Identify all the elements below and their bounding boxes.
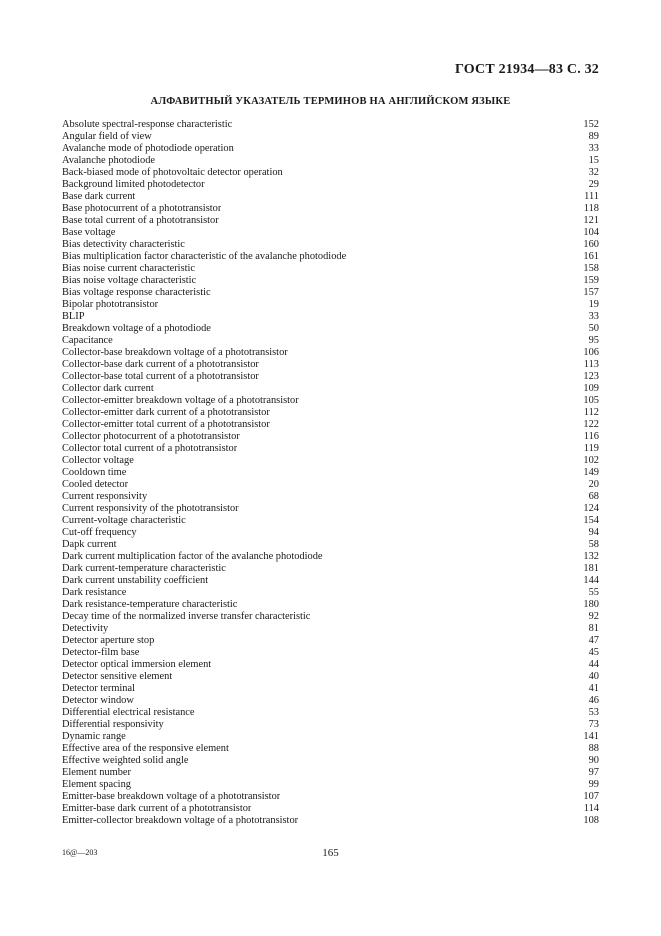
- index-term: Collector total current of a phototransistor: [62, 443, 238, 454]
- index-page-ref: 53: [588, 707, 599, 718]
- index-entry: [62, 431, 599, 443]
- index-term: Cooled detector: [62, 479, 129, 490]
- index-page-ref: 121: [583, 215, 599, 226]
- index-entry: [62, 623, 599, 635]
- index-entry: [62, 251, 599, 263]
- index-page-ref: 160: [583, 239, 599, 250]
- index-page-ref: 106: [583, 347, 599, 358]
- index-page-ref: 159: [583, 275, 599, 286]
- index-entry: [62, 383, 599, 395]
- index-page-ref: 144: [583, 575, 599, 586]
- index-page-ref: 123: [583, 371, 599, 382]
- index-page-ref: 20: [588, 479, 599, 490]
- index-entry: [62, 347, 599, 359]
- index-entry: [62, 659, 599, 671]
- index-page-ref: 41: [588, 683, 599, 694]
- index-entry: [62, 599, 599, 611]
- index-term: Collector-base dark current of a phototransistor: [62, 359, 259, 370]
- index-term: Bias detectivity characteristic: [62, 239, 185, 250]
- index-page-ref: 180: [583, 599, 599, 610]
- index-entry: [62, 503, 599, 515]
- index-page-ref: 88: [588, 743, 599, 754]
- index-entry: [62, 359, 599, 371]
- index-page-ref: 45: [588, 647, 599, 658]
- index-term: Collector-emitter dark current of a phototransistor: [62, 407, 270, 418]
- index-page-ref: 92: [588, 611, 599, 622]
- index-term: Dark resistance: [62, 587, 127, 598]
- index-entry: [62, 203, 599, 215]
- index-entry: [62, 395, 599, 407]
- page-header-standard: ГОСТ 21934—83 С. 32: [455, 62, 599, 77]
- index-entry: [62, 263, 599, 275]
- index-page-ref: 158: [583, 263, 599, 274]
- index-page-ref: 118: [583, 203, 599, 214]
- index-page-ref: 152: [583, 119, 599, 130]
- index-term: Collector voltage: [62, 455, 134, 466]
- index-page-ref: 161: [583, 251, 599, 262]
- index-entry: [62, 635, 599, 647]
- page-number: 165: [322, 847, 339, 859]
- index-entry: [62, 491, 599, 503]
- index-page-ref: 19: [588, 299, 599, 310]
- index-entry: [62, 743, 599, 755]
- index-entry: [62, 419, 599, 431]
- index-term: Collector photocurrent of a phototransistor: [62, 431, 240, 442]
- index-entry: [62, 515, 599, 527]
- index-term: Current responsivity of the phototransistor: [62, 503, 239, 514]
- index-entry: [62, 443, 599, 455]
- index-term: Effective weighted solid angle: [62, 755, 189, 766]
- index-entry: [62, 455, 599, 467]
- index-entry: [62, 275, 599, 287]
- index-page-ref: 94: [588, 527, 599, 538]
- index-term: Avalanche mode of photodiode operation: [62, 143, 234, 154]
- index-entry: [62, 791, 599, 803]
- index-entry: [62, 479, 599, 491]
- index-term: Collector-base total current of a phototransistor: [62, 371, 259, 382]
- index-entry: [62, 803, 599, 815]
- index-page-ref: 141: [583, 731, 599, 742]
- index-page-ref: 132: [583, 551, 599, 562]
- index-page-ref: 97: [588, 767, 599, 778]
- index-entry: [62, 779, 599, 791]
- index-entry: [62, 371, 599, 383]
- index-term: Avalanche photodiode: [62, 155, 156, 166]
- index-entry: [62, 815, 599, 827]
- index-entry: [62, 527, 599, 539]
- index-term: Bias voltage response characteristic: [62, 287, 211, 298]
- index-page-ref: 111: [584, 191, 599, 202]
- index-entry: [62, 611, 599, 623]
- index-term: Emitter-base dark current of a phototransistor: [62, 803, 252, 814]
- index-entry: [62, 683, 599, 695]
- index-term: Emitter-base breakdown voltage of a phototransistor: [62, 791, 281, 802]
- index-term: Detector optical immersion element: [62, 659, 212, 670]
- index-entry: [62, 539, 599, 551]
- index-entry: [62, 551, 599, 563]
- index-entry: [62, 179, 599, 191]
- index-entry: [62, 755, 599, 767]
- index-page-ref: 95: [588, 335, 599, 346]
- index-term: Emitter-collector breakdown voltage of a phototransistor: [62, 815, 299, 826]
- index-term: Effective area of the responsive element: [62, 743, 229, 754]
- index-term: Differential electrical resistance: [62, 707, 195, 718]
- index-page-ref: 58: [588, 539, 599, 550]
- index-term: Detector window: [62, 695, 134, 706]
- index-term: Current responsivity: [62, 491, 148, 502]
- index-entry: [62, 467, 599, 479]
- index-entry: [62, 155, 599, 167]
- index-entry: [62, 239, 599, 251]
- index-page-ref: 81: [588, 623, 599, 634]
- index-entry: [62, 287, 599, 299]
- index-entry: [62, 227, 599, 239]
- index-term: Decay time of the normalized inverse transfer characteristic: [62, 611, 311, 622]
- index-page-ref: 116: [583, 431, 599, 442]
- index-term: Collector-emitter breakdown voltage of a phototransistor: [62, 395, 299, 406]
- index-page-ref: 55: [588, 587, 599, 598]
- index-page-ref: 33: [588, 311, 599, 322]
- index-list: [62, 119, 599, 827]
- index-page-ref: 112: [583, 407, 599, 418]
- index-entry: [62, 407, 599, 419]
- index-entry: [62, 719, 599, 731]
- index-term: Detector terminal: [62, 683, 135, 694]
- index-entry: [62, 215, 599, 227]
- index-page-ref: 157: [583, 287, 599, 298]
- index-title: АЛФАВИТНЫЙ УКАЗАТЕЛЬ ТЕРМИНОВ НА АНГЛИЙСКОМ ЯЗЫКЕ: [150, 96, 511, 107]
- index-page-ref: 89: [588, 131, 599, 142]
- index-term: Dark current-temperature characteristic: [62, 563, 226, 574]
- index-entry: [62, 647, 599, 659]
- index-term: Back-biased mode of photovoltaic detector operation: [62, 167, 283, 178]
- index-entry: [62, 575, 599, 587]
- index-page-ref: 154: [583, 515, 599, 526]
- index-term: Collector dark current: [62, 383, 154, 394]
- index-page-ref: 99: [588, 779, 599, 790]
- index-term: Base photocurrent of a phototransistor: [62, 203, 222, 214]
- footer-code: 16@—203: [62, 848, 98, 857]
- index-page-ref: 73: [588, 719, 599, 730]
- index-term: Differential responsivity: [62, 719, 164, 730]
- index-page-ref: 119: [583, 443, 599, 454]
- index-entry: [62, 143, 599, 155]
- index-term: Dark current multiplication factor of the avalanche photodiode: [62, 551, 323, 562]
- index-page-ref: 124: [583, 503, 599, 514]
- index-term: Current-voltage characteristic: [62, 515, 186, 526]
- index-term: Angular field of view: [62, 131, 152, 142]
- index-entry: [62, 335, 599, 347]
- index-term: Capacitance: [62, 335, 113, 346]
- index-page-ref: 29: [588, 179, 599, 190]
- index-entry: [62, 563, 599, 575]
- index-page-ref: 47: [588, 635, 599, 646]
- index-term: Cooldown time: [62, 467, 127, 478]
- index-page-ref: 44: [588, 659, 599, 670]
- index-term: Background limited photodetector: [62, 179, 205, 190]
- index-term: Dark resistance-temperature characteristic: [62, 599, 238, 610]
- index-term: Dark current unstability coefficient: [62, 575, 209, 586]
- index-term: Element number: [62, 767, 131, 778]
- index-page-ref: 32: [588, 167, 599, 178]
- index-page-ref: 108: [583, 815, 599, 826]
- index-term: Collector-base breakdown voltage of a phototransistor: [62, 347, 288, 358]
- index-term: Detector sensitive element: [62, 671, 173, 682]
- index-page-ref: 122: [583, 419, 599, 430]
- index-term: Element spacing: [62, 779, 131, 790]
- index-term: Base total current of a phototransistor: [62, 215, 219, 226]
- index-entry: [62, 671, 599, 683]
- index-entry: [62, 131, 599, 143]
- index-entry: [62, 311, 599, 323]
- index-page-ref: 109: [583, 383, 599, 394]
- index-entry: [62, 323, 599, 335]
- index-page-ref: 90: [588, 755, 599, 766]
- index-page-ref: 149: [583, 467, 599, 478]
- index-entry: [62, 695, 599, 707]
- index-page-ref: 50: [588, 323, 599, 334]
- index-term: Absolute spectral-response characteristic: [62, 119, 233, 130]
- index-page-ref: 105: [583, 395, 599, 406]
- index-term: Bipolar phototransistor: [62, 299, 159, 310]
- index-term: Base dark current: [62, 191, 136, 202]
- index-term: Dynamic range: [62, 731, 126, 742]
- index-page-ref: 113: [583, 359, 599, 370]
- index-entry: [62, 299, 599, 311]
- index-term: Bias noise voltage characteristic: [62, 275, 197, 286]
- index-page-ref: 107: [583, 791, 599, 802]
- index-page-ref: 181: [583, 563, 599, 574]
- index-entry: [62, 767, 599, 779]
- index-term: Collector-emitter total current of a phototransistor: [62, 419, 270, 430]
- index-entry: [62, 119, 599, 131]
- index-term: Detectivity: [62, 623, 109, 634]
- index-term: Bias multiplication factor characteristic of the avalanche photodiode: [62, 251, 347, 262]
- index-term: Cut-off frequency: [62, 527, 137, 538]
- index-entry: [62, 731, 599, 743]
- index-page-ref: 46: [588, 695, 599, 706]
- index-term: Base voltage: [62, 227, 116, 238]
- index-page-ref: 114: [583, 803, 599, 814]
- index-term: Detector aperture stop: [62, 635, 155, 646]
- index-entry: [62, 587, 599, 599]
- index-term: Dapk current: [62, 539, 117, 550]
- index-term: Bias noise current characteristic: [62, 263, 195, 274]
- index-term: BLIP: [62, 311, 85, 322]
- index-page-ref: 102: [583, 455, 599, 466]
- index-page-ref: 68: [588, 491, 599, 502]
- index-page-ref: 40: [588, 671, 599, 682]
- index-term: Detector-film base: [62, 647, 140, 658]
- index-entry: [62, 167, 599, 179]
- index-entry: [62, 707, 599, 719]
- index-page-ref: 104: [583, 227, 599, 238]
- index-page-ref: 33: [588, 143, 599, 154]
- index-page-ref: 15: [588, 155, 599, 166]
- index-entry: [62, 191, 599, 203]
- index-term: Breakdown voltage of a photodiode: [62, 323, 211, 334]
